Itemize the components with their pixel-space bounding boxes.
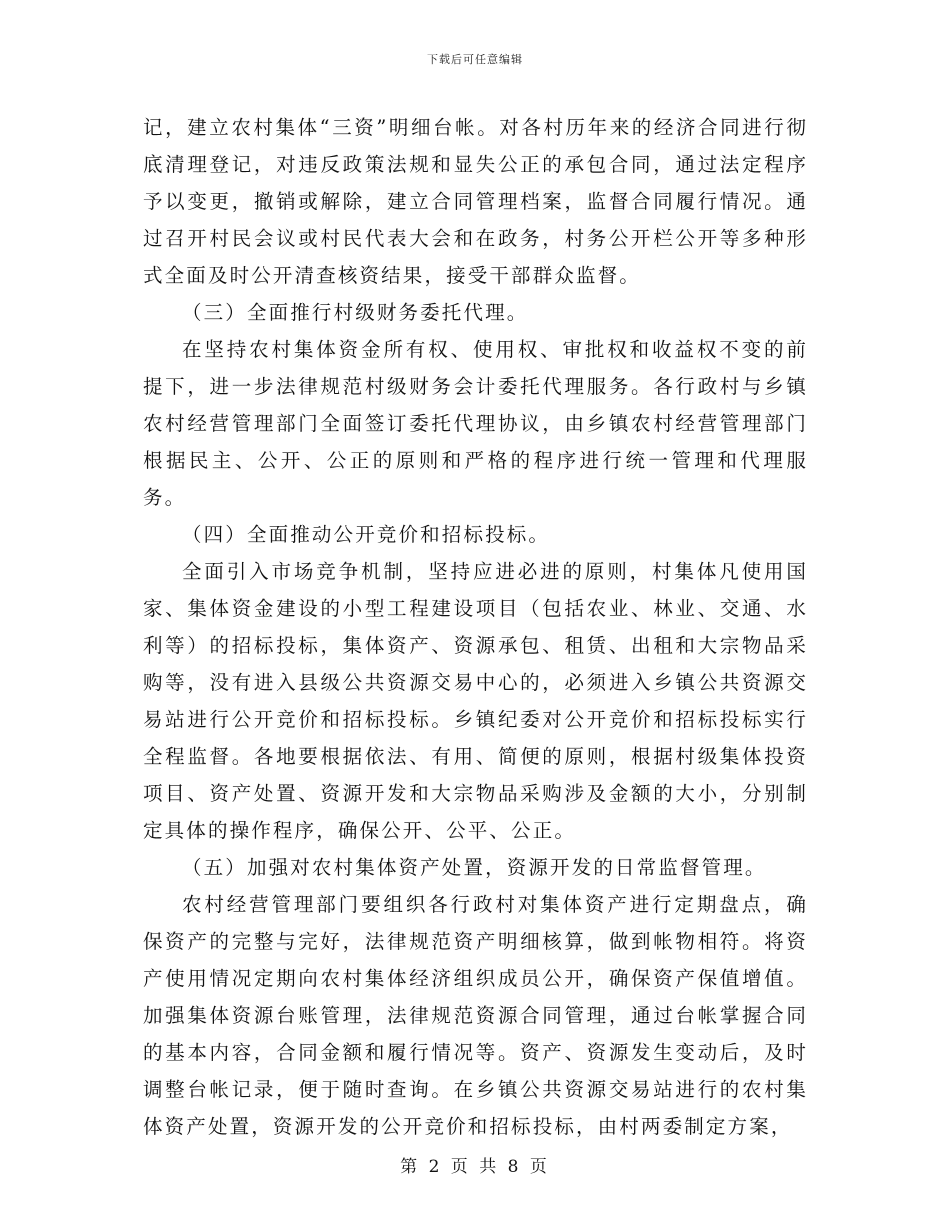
paragraph: 全面引入市场竞争机制，坚持应进必进的原则，村集体凡使用国家、集体资金建设的小型工程建设项目（包括农业、林业、交通、水利等）的招标投标，集体资产、资源承包、租赁、出租和大宗物品采购等，没有进入县级公共资源交易中心的，必须进入乡镇公共资源交易站进行公开竞价和招标投标。乡镇纪委对公开竞价和招标投标实行全程监督。各地要根据依法、有用、简便的原则，根据村级集体投资项目、资产处置、资源开发和大宗物品采购涉及金额的大小，分别制定具体的操作程序，确保公开、公平、公正。	[143, 560, 808, 842]
page-number: 第 2 页 共 8 页	[400, 1157, 550, 1177]
section-heading-5: （五）加强对农村集体资产处置，资源开发的日常监督管理。	[182, 856, 767, 879]
section-heading-4: （四）全面推动公开竞价和招标投标。	[182, 523, 551, 546]
paragraph: 在坚持农村集体资金所有权、使用权、审批权和收益权不变的前提下，进一步法律规范村级财务会计委托代理服务。各行政村与乡镇农村经营管理部门全面签订委托代理协议，由乡镇农村经营管理部门根据民主、公开、公正的原则和严格的程序进行统一管理和代理服务。	[143, 338, 808, 509]
paragraph: 农村经营管理部门要组织各行政村对集体资产进行定期盘点，确保资产的完整与完好，法律规范资产明细核算，做到帐物相符。将资产使用情况定期向农村集体经济组织成员公开，确保资产保值增值。加强集体资源台账管理，法律规范资源合同管理，通过台帐掌握合同的基本内容，合同金额和履行情况等。资产、资源发生变动后，及时调整台帐记录，便于随时查询。在乡镇公共资源交易站进行的农村集体资产处置，资源开发的公开竞价和招标投标，由村两委制定方案，	[143, 893, 808, 1138]
paragraph-continuation: 记，建立农村集体“三资”明细台帐。对各村历年来的经济合同进行彻底清理登记，对违反政策法规和显失公正的承包合同，通过法定程序予以变更，撤销或解除，建立合同管理档案，监督合同履行情况。通过召开村民会议或村民代表大会和在政务，村务公开栏公开等多种形式全面及时公开清查核资结果，接受干部群众监督。	[143, 116, 808, 287]
page-header-note: 下载后可任意编辑	[427, 53, 523, 66]
section-heading-3: （三）全面推行村级财务委托代理。	[182, 301, 529, 324]
document-body	[143, 109, 808, 1145]
